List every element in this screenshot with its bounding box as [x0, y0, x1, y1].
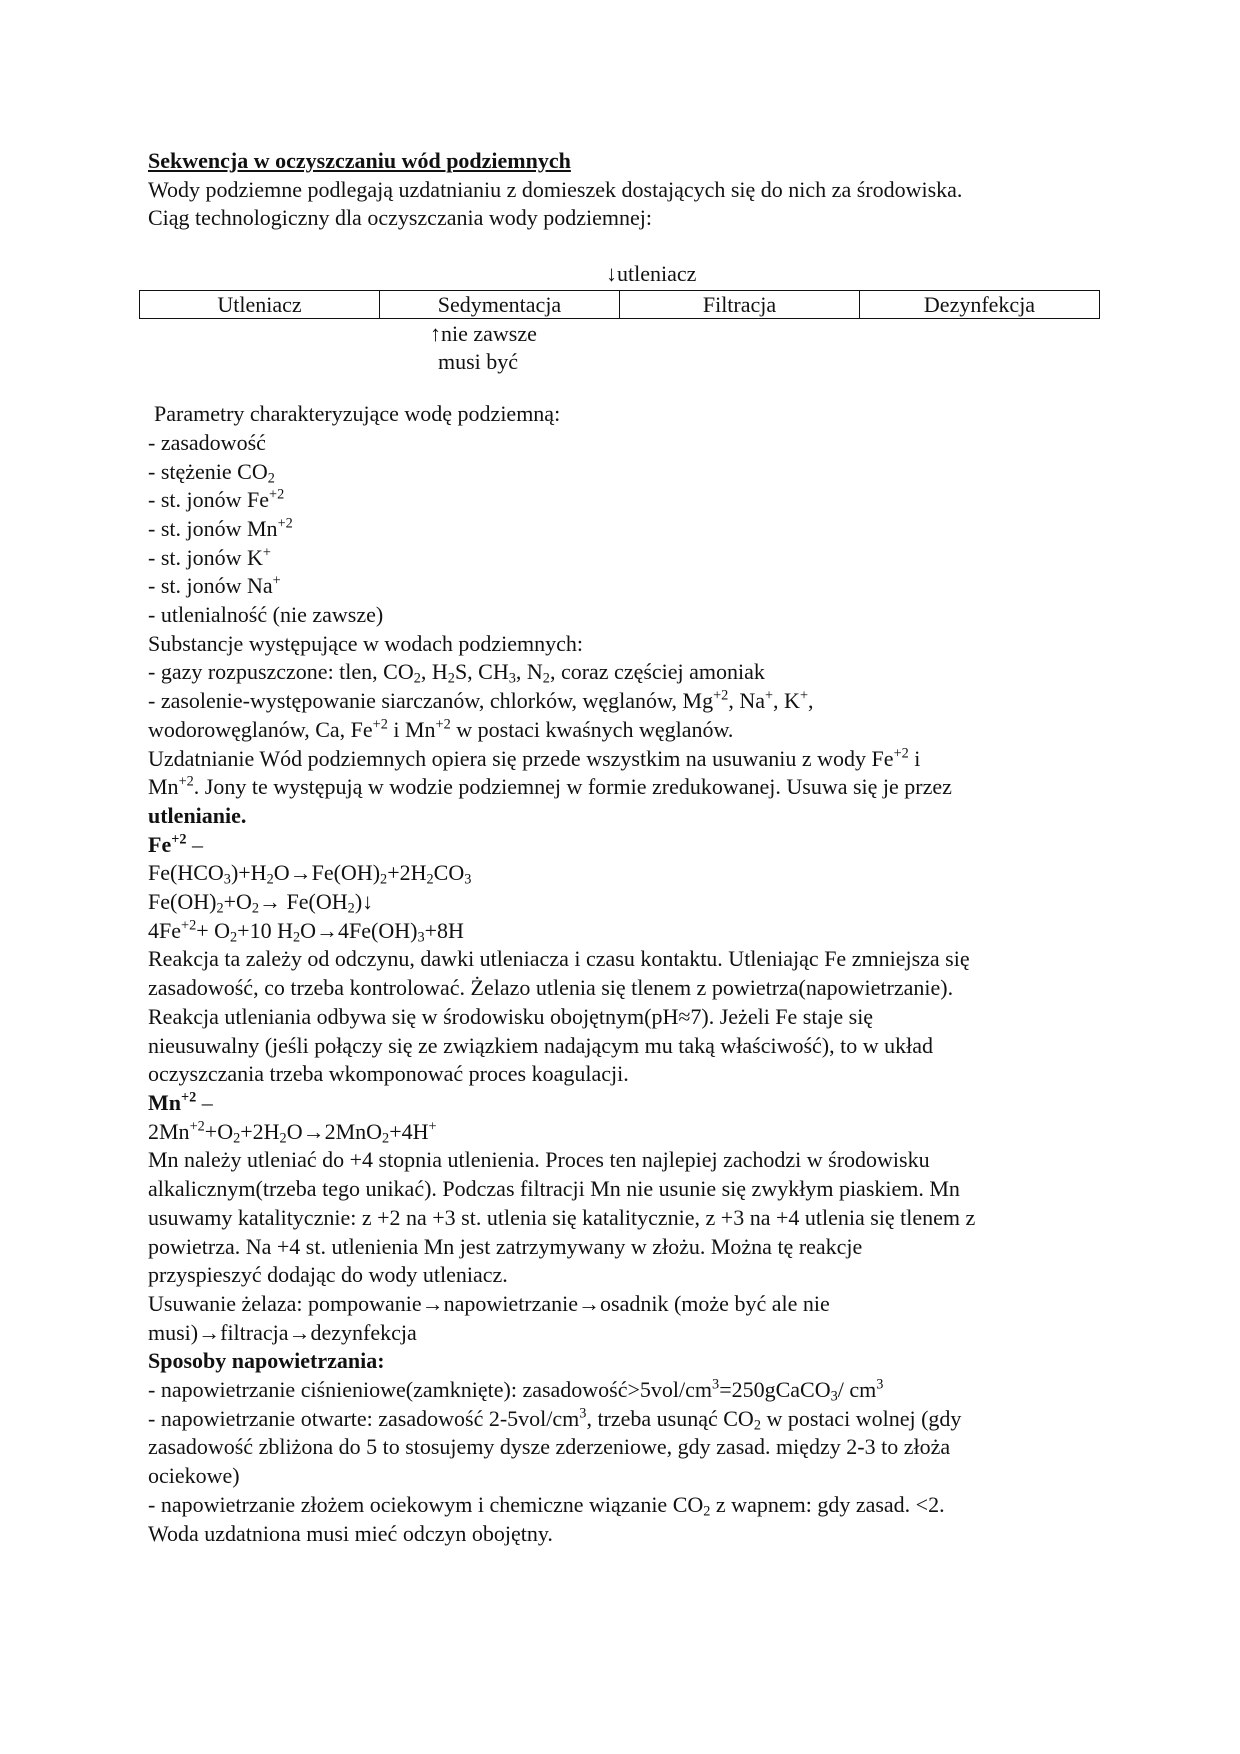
flow-optional-note-1: ↑nie zawsze: [430, 321, 537, 347]
process-flow: [139, 260, 1108, 390]
iron-text-4: nieusuwalny (jeśli połączy się ze związkiem nadającym mu taką właściwość), to w układ: [148, 1032, 934, 1058]
iron-removal-1: Usuwanie żelaza: pompowanie→napowietrzanie→osadnik (może być ale nie: [148, 1290, 830, 1316]
iron-reaction-3: $4Fe^{+2}+ O_2+10$ $H_2O\to 4Fe(OH)_3+8H$: [148, 917, 464, 946]
iron-removal-2: musi)→filtracja→dezynfekcja: [148, 1319, 417, 1345]
intro-line-1: Wody podziemne podlegają uzdatnianiu z domieszek dostających się do nich za środowiska.: [148, 176, 963, 202]
aeration-method-2: - napowietrzanie otwarte: zasadowość $2-5vol/cm^3$, trzeba usunąć $CO_2$ w postaci wolnej (gdy: [148, 1405, 962, 1434]
substances-salinity-2: wodorowęglanów, Ca, $Fe^{+2}$ i $Mn^{+2}$ w postaci kwaśnych węglanów.: [148, 716, 734, 742]
aeration-method-3: - napowietrzanie złożem ociekowym i chemiczne wiązanie $CO_2$ z wapnem: gdy zasad. <2.: [148, 1491, 945, 1520]
iron-text-1: Reakcja ta zależy od odczynu, dawki utleniacza i czasu kontaktu. Utleniając Fe zmniejsza się: [148, 946, 970, 972]
step-filtration: Filtracja: [620, 291, 860, 319]
manganese-text-2: alkalicznym(trzeba tego unikać). Podczas filtracji Mn nie usunie się zwykłym piaskiem. Mn: [148, 1176, 960, 1202]
aeration-heading: Sposoby napowietrzania:: [148, 1348, 385, 1374]
iron-reaction-1: $Fe(HCO_3)+H_2O\to Fe(OH)_2+2H_2CO_3$: [148, 860, 472, 888]
step-oxidant: Utleniacz: [140, 291, 380, 319]
intro-line-2: Ciąg technologiczny dla oczyszczania wody podziemnej:: [148, 205, 652, 231]
iron-text-3: Reakcja utleniania odbywa się w środowisku obojętnym(pH≈7). Jeżeli Fe staje się: [148, 1003, 874, 1029]
process-steps-table: [139, 290, 1100, 319]
iron-text-2: zasadowość, co trzeba kontrolować. Żelazo utlenia się tlenem z powietrza(napowietrzanie).: [148, 975, 954, 1001]
flow-optional-note-2: musi być: [438, 349, 519, 375]
treatment-line-2: $Mn^{+2}$. Jony te występują w wodzie podziemnej w formie zredukowanej. Usuwa się je przez: [148, 773, 952, 800]
treatment-line-1: Uzdatnianie Wód podziemnych opiera się przede wszystkim na usuwaniu z wody $Fe^{+2}$ i: [148, 744, 921, 771]
flow-oxidant-note: ↓utleniacz: [606, 261, 697, 287]
manganese-reaction: $2Mn^{+2}+O_2+2H_2O\to 2MnO_2+4H^+$: [148, 1118, 437, 1147]
param-na: - st. jonów Na+: [148, 572, 281, 599]
aeration-method-1: - napowietrzanie ciśnieniowe(zamknięte): $zasadowość>5vol/cm^3=250gCaCO_3/$ $cm^3$: [148, 1376, 884, 1405]
manganese-text-1: Mn należy utleniać do +4 stopnia utlenienia. Proces ten najlepiej zachodzi w środowisku: [148, 1147, 930, 1173]
aeration-method-2-cont-2: ociekowe): [148, 1463, 240, 1489]
substances-heading: Substancje występujące w wodach podziemnych:: [148, 630, 583, 656]
step-sedimentation: Sedymentacja: [380, 291, 620, 319]
step-disinfection: Dezynfekcja: [860, 291, 1100, 319]
param-k: - st. jonów K+: [148, 544, 271, 570]
document-title: Sekwencja w oczyszczaniu wód podziemnych: [148, 148, 571, 173]
param-co2: - stężenie $CO_2$: [148, 458, 275, 487]
substances-gases: - gazy rozpuszczone: tlen, $CO_2$, $H_2S$, $CH_3$, $N_2$, coraz częściej amoniak: [148, 659, 765, 687]
iron-reaction-2: $Fe(OH)_2+O_2\to$ $Fe(OH_2)↓$: [148, 889, 374, 917]
param-mn: - st. jonów $Mn^{+2}$: [148, 515, 293, 541]
parameters-heading: Parametry charakteryzujące wodę podziemną:: [154, 401, 561, 427]
treatment-line-3: utlenianie.: [148, 802, 247, 828]
document-content: [148, 147, 1108, 1548]
param-oxidability: - utlenialność (nie zawsze): [148, 602, 384, 628]
manganese-heading: $Mn^{+2}$ –: [148, 1089, 213, 1115]
aeration-method-2-cont-1: zasadowość zbliżona do 5 to stosujemy dysze zderzeniowe, gdy zasad. między 2-3 to złoża: [148, 1434, 951, 1460]
manganese-text-5: przyspieszyć dodając do wody utleniacz.: [148, 1262, 508, 1288]
manganese-text-3: usuwamy katalitycznie: z +2 na +3 st. utlenia się katalitycznie, z +3 na +4 utlenia się tlenem z: [148, 1204, 976, 1230]
substances-salinity-1: - zasolenie-występowanie siarczanów, chlorków, węglanów, $Mg^{+2}$, Na+, K+,: [148, 687, 814, 714]
iron-heading: $Fe^{+2}$ –: [148, 831, 203, 857]
manganese-text-4: powietrza. Na +4 st. utlenienia Mn jest zatrzymywany w złożu. Można tę reakcje: [148, 1233, 863, 1259]
flow-optional-note: [430, 320, 537, 376]
param-alkalinity: - zasadowość: [148, 429, 266, 455]
iron-text-5: oczyszczania trzeba wkomponować proces koagulacji.: [148, 1061, 629, 1087]
param-fe: - st. jonów $Fe^{+2}$: [148, 486, 285, 513]
closing-sentence: Woda uzdatniona musi mieć odczyn obojętny.: [148, 1520, 553, 1546]
